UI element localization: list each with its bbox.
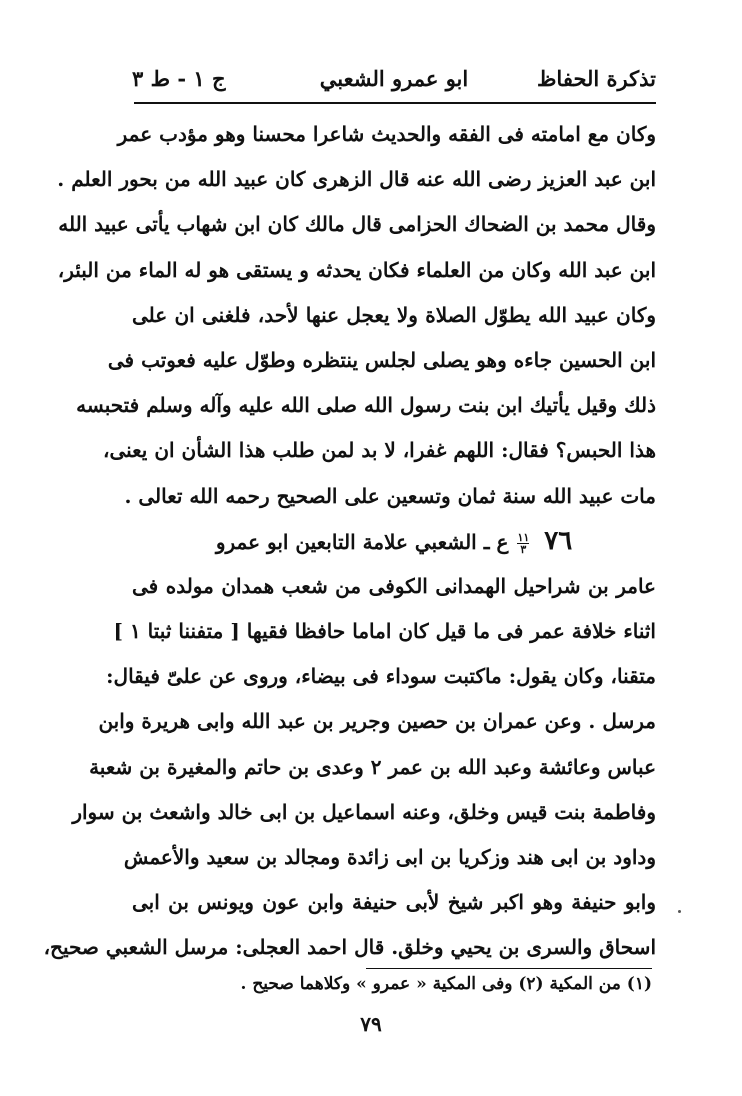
fraction-top: ١١: [517, 530, 530, 544]
footnote-rule: [366, 968, 652, 969]
text-line: ذلك وقيل يأتيك ابن بنت رسول الله صلى الله عليه وآله وسلم فتحبسه: [76, 393, 656, 418]
text-line: وقال محمد بن الضحاك الحزامى قال مالك كان ابن شهاب يأتى عبيد الله: [58, 212, 656, 237]
text-line: وفاطمة بنت قيس وخلق، وعنه اسماعيل بن ابى خالد واشعث بن سوار: [72, 799, 656, 824]
page-number: ٧٩: [360, 1012, 382, 1036]
header-volume: ج ١ - ط ٣: [132, 65, 226, 91]
text-line: مات عبيد الله سنة ثمان وتسعين على الصحيح رحمه الله تعالى .: [124, 483, 656, 508]
entry-fraction: [517, 532, 529, 555]
text-line: وابو حنيفة وهو اكبر شيخ لأبى حنيفة وابن عون ويونس بن ابى: [132, 890, 656, 915]
text-line: عباس وعائشة وعبد الله بن عمر ٢ وعدى بن حاتم والمغيرة بن شعبة: [89, 754, 656, 779]
text-line: هذا الحبس؟ فقال: اللهم غفرا، لا بد لمن طلب هذا الشأن ان يعنى،: [103, 438, 656, 463]
section-heading: [132, 519, 656, 564]
header-subject-name: ابو عمرو الشعبي: [319, 65, 469, 91]
header-book-title: تذكرة الحفاظ: [537, 65, 656, 91]
text-line: وداود بن ابى هند وزكريا بن ابى زائدة ومجالد بن سعيد والأعمش: [123, 845, 656, 869]
footnote: (١) من المكية (٢) وفى المكية « عمرو » وكلاهما صحيح .: [240, 974, 652, 994]
running-header: [132, 58, 656, 98]
text-line: عامر بن شراحيل الهمدانى الكوفى من شعب همدان مولده فى: [132, 573, 656, 598]
text-line: وكان مع امامته فى الفقه والحديث شاعرا محسنا وهو مؤدب عمر: [117, 122, 656, 146]
entry-title: ـ الشعبي علامة التابعين ابو عمرو: [215, 529, 490, 554]
text-line: اسحاق والسرى بن يحيي وخلق. قال احمد العجلى: مرسل الشعبي صحيح،: [43, 935, 656, 960]
text-line: مرسل . وعن عمران بن حصين وجرير بن عبد الله وابى هريرة وابن: [98, 709, 656, 734]
fraction-bottom: ٣: [517, 543, 529, 555]
text-line: ابن عبد الله وكان من العلماء فكان يحدثه و يستقى هو له الماء من البئر،: [57, 257, 656, 282]
entry-number: ٧٦: [544, 525, 573, 556]
print-speck: [678, 910, 681, 913]
entry-letter: ع: [496, 529, 509, 554]
text-line: ابن عبد العزيز رضى الله عنه قال الزهرى كان عبيد الله من بحور العلم .: [57, 167, 656, 192]
text-line: ابن الحسين جاءه وهو يصلى لجلس ينتظره وطوّل عليه فعوتب فى: [107, 347, 656, 372]
text-line: وكان عبيد الله يطوّل الصلاة ولا يعجل عنها لأحد، فلغنى ان على: [132, 302, 656, 327]
main-text: [43, 112, 656, 971]
text-line: متقنا، وكان يقول: ماكتبت سوداء فى بيضاء، وروى عن علىّ فيقال:: [106, 664, 656, 689]
text-line: اثناء خلافة عمر فى ما قيل كان اماما حافظا فقيها [ متفننا ثبتا ١ ]: [113, 619, 656, 644]
header-rule: [134, 102, 656, 104]
